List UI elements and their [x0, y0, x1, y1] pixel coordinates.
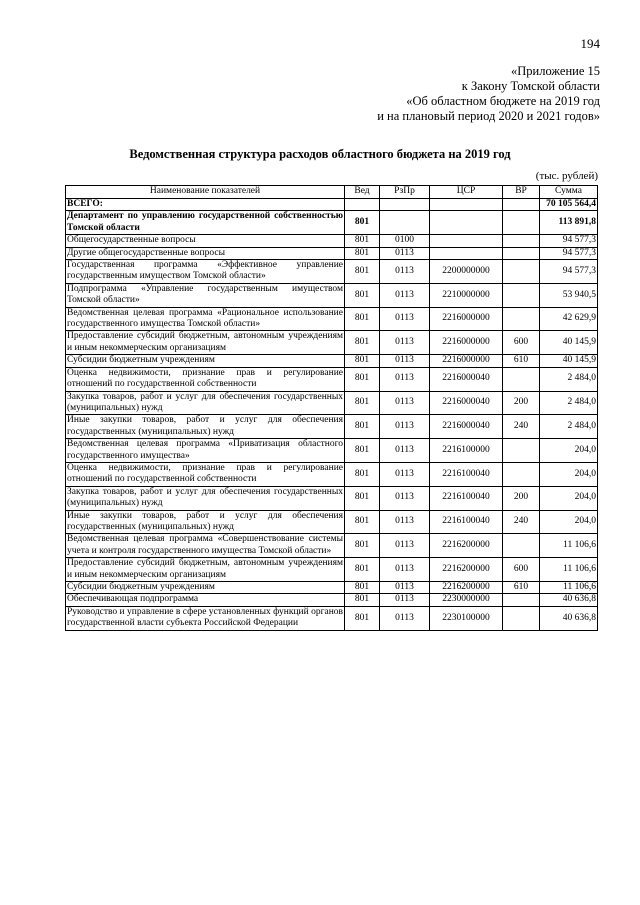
cell-name: Иные закупки товаров, работ и услуг для обеспечения государственных (муниципальных) нужд [67, 510, 343, 532]
table-row [66, 211, 598, 235]
cell-csr [430, 247, 503, 259]
cell-vr [503, 439, 540, 463]
cell-rzpr: 0113 [380, 283, 430, 307]
table-header-row [66, 186, 598, 199]
cell-csr: 2230000000 [430, 594, 503, 606]
cell-name: Ведомственная целевая программа «Рациональное использование государственного имущества Томской области» [67, 307, 343, 330]
table-row [66, 283, 598, 307]
cell-sum: 204,0 [540, 462, 598, 486]
cell-csr: 2216000000 [430, 355, 503, 367]
cell-ved: 801 [345, 331, 380, 355]
cell-sum: 40 636,8 [540, 606, 598, 630]
cell-csr: 2200000000 [430, 260, 503, 284]
cell-ved: 801 [345, 367, 380, 391]
column-header-sum: Сумма [540, 186, 598, 199]
cell-ved: 801 [345, 260, 380, 284]
table-body [66, 199, 598, 631]
cell-name: Общегосударственные вопросы [66, 235, 345, 247]
cell-csr: 2216200000 [430, 534, 503, 558]
cell-ved: 801 [345, 439, 380, 463]
cell-rzpr: 0100 [380, 235, 430, 247]
cell-rzpr: 0113 [380, 462, 430, 486]
cell-sum: 2 484,0 [540, 415, 598, 439]
cell-name: Ведомственная целевая программа «Приватизация областного государственного имущества» [67, 439, 343, 461]
cell-sum: 204,0 [540, 439, 598, 463]
column-header-vr: ВР [503, 186, 540, 199]
table-row [66, 391, 598, 415]
table-row [66, 415, 598, 439]
cell-name: Ведомственная целевая программа «Совершенствование системы учета и контроля государственного имущества Томской области» [67, 534, 343, 556]
cell-sum: 53 940,5 [540, 283, 598, 307]
cell-ved: 801 [345, 582, 380, 594]
cell-ved: 801 [345, 462, 380, 486]
column-header-rzpr: РзПр [380, 186, 430, 199]
page-number: 194 [580, 36, 600, 51]
cell-sum: 2 484,0 [540, 391, 598, 415]
cell-rzpr: 0113 [380, 247, 430, 259]
cell-csr: 2216000040 [430, 415, 503, 439]
cell-csr: 2216100000 [430, 439, 503, 463]
cell-name: Закупка товаров, работ и услуг для обеспечения государственных (муниципальных) нужд [67, 391, 343, 413]
cell-csr: 2216000040 [430, 391, 503, 415]
cell-sum: 94 577,3 [540, 260, 598, 284]
cell-rzpr: 0113 [380, 439, 430, 463]
cell-sum: 11 106,6 [540, 582, 598, 594]
cell-csr: 2216200000 [430, 582, 503, 594]
table-row [66, 558, 598, 582]
cell-rzpr: 0113 [380, 367, 430, 391]
cell-vr [503, 283, 540, 307]
cell-vr: 200 [503, 391, 540, 415]
cell-csr: 2216100040 [430, 486, 503, 510]
cell-ved: 801 [345, 247, 380, 259]
cell-ved: 801 [345, 606, 380, 630]
cell-sum: 11 106,6 [540, 534, 598, 558]
cell-name: Оценка недвижимости, признание прав и регулирование отношений по государственной собственности [67, 462, 343, 485]
cell-ved: 801 [345, 594, 380, 606]
cell-name: Предоставление субсидий бюджетным, автономным учреждениям и иным некоммерческим организациям [67, 558, 343, 580]
cell-rzpr: 0113 [380, 582, 430, 594]
cell-sum: 40 145,9 [540, 355, 598, 367]
cell-rzpr: 0113 [380, 606, 430, 630]
table-row [66, 260, 598, 284]
cell-ved: 801 [345, 510, 380, 534]
cell-vr: 200 [503, 486, 540, 510]
appendix-line: «Об областном бюджете на 2019 год [406, 94, 600, 108]
cell-vr [503, 367, 540, 391]
cell-ved: 801 [345, 211, 380, 235]
cell-csr: 2216100040 [430, 510, 503, 534]
cell-rzpr: 0113 [380, 510, 430, 534]
cell-name: Субсидии бюджетным учреждениям [66, 582, 345, 594]
cell-csr [430, 235, 503, 247]
cell-sum: 204,0 [540, 510, 598, 534]
table-row [66, 331, 598, 355]
cell-rzpr: 0113 [380, 594, 430, 606]
cell-ved: 801 [345, 283, 380, 307]
cell-rzpr: 0113 [380, 331, 430, 355]
cell-rzpr: 0113 [380, 534, 430, 558]
table-row [66, 355, 598, 367]
cell-name: Руководство и управление в сфере установленных функций органов государственной власти субъекта Российской Федерации [67, 606, 344, 629]
cell-csr: 2216000040 [430, 367, 503, 391]
cell-csr: 2230100000 [430, 606, 503, 630]
cell-name: Оценка недвижимости, признание прав и регулирование отношений по государственной собственности [67, 367, 343, 390]
cell-vr: 600 [503, 331, 540, 355]
cell-name: Подпрограмма «Управление государственным имуществом Томской области» [67, 283, 343, 306]
cell-sum: 42 629,9 [540, 307, 598, 331]
cell-ved: 801 [345, 307, 380, 331]
cell-ved: 801 [345, 391, 380, 415]
table-row [66, 439, 598, 463]
table-row [66, 247, 598, 259]
cell-ved: 801 [345, 558, 380, 582]
cell-name: Закупка товаров, работ и услуг для обеспечения государственных (муниципальных) нужд [67, 486, 343, 509]
table-row [66, 199, 598, 211]
cell-name: Субсидии бюджетным учреждениям [66, 355, 345, 367]
cell-rzpr [380, 211, 430, 235]
cell-ved: 801 [345, 415, 380, 439]
cell-csr: 2216000000 [430, 307, 503, 331]
cell-vr: 610 [503, 355, 540, 367]
cell-rzpr: 0113 [380, 486, 430, 510]
cell-rzpr: 0113 [380, 558, 430, 582]
cell-sum: 94 577,3 [540, 235, 598, 247]
cell-vr: 240 [503, 510, 540, 534]
cell-ved: 801 [345, 486, 380, 510]
cell-vr [503, 594, 540, 606]
table-row [66, 307, 598, 331]
table-row [66, 486, 598, 510]
cell-rzpr: 0113 [380, 415, 430, 439]
table-row [66, 606, 598, 630]
cell-csr [430, 211, 503, 235]
cell-ved [345, 199, 380, 211]
cell-name: Другие общегосударственные вопросы [66, 247, 345, 259]
cell-rzpr: 0113 [380, 355, 430, 367]
cell-vr [503, 199, 540, 211]
budget-table [65, 185, 598, 631]
cell-sum: 40 636,8 [540, 594, 598, 606]
cell-sum: 2 484,0 [540, 367, 598, 391]
cell-sum: 40 145,9 [540, 331, 598, 355]
document-title: Ведомственная структура расходов областного бюджета на 2019 год [129, 147, 511, 161]
cell-vr [503, 235, 540, 247]
cell-vr [503, 534, 540, 558]
cell-sum: 204,0 [540, 486, 598, 510]
units-label: (тыс. рублей) [535, 170, 598, 182]
cell-rzpr [380, 199, 430, 211]
cell-sum: 94 577,3 [540, 247, 598, 259]
cell-vr [503, 307, 540, 331]
column-header-name: Наименование показателей [66, 186, 345, 199]
cell-csr: 2210000000 [430, 283, 503, 307]
cell-vr: 240 [503, 415, 540, 439]
cell-rzpr: 0113 [380, 391, 430, 415]
cell-rzpr: 0113 [380, 260, 430, 284]
cell-name: Иные закупки товаров, работ и услуг для обеспечения государственных (муниципальных) нужд [67, 415, 343, 437]
table-row [66, 462, 598, 486]
appendix-header [377, 64, 600, 124]
cell-vr [503, 606, 540, 630]
cell-csr [430, 199, 503, 211]
cell-vr: 610 [503, 582, 540, 594]
table-row [66, 510, 598, 534]
cell-vr [503, 211, 540, 235]
cell-vr [503, 462, 540, 486]
table-row [66, 235, 598, 247]
cell-csr: 2216200000 [430, 558, 503, 582]
cell-vr [503, 260, 540, 284]
cell-name: Предоставление субсидий бюджетным, автономным учреждениям и иным некоммерческим организациям [67, 331, 343, 353]
cell-name: Обеспечивающая подпрограмма [66, 594, 345, 606]
cell-sum: 11 106,6 [540, 558, 598, 582]
cell-name: Департамент по управлению государственной собственностью Томской области [67, 211, 343, 233]
table-row [66, 594, 598, 606]
cell-vr [503, 247, 540, 259]
cell-name: Государственная программа «Эффективное управление государственным имуществом Томской области» [67, 260, 343, 282]
table-row [66, 534, 598, 558]
cell-vr: 600 [503, 558, 540, 582]
cell-rzpr: 0113 [380, 307, 430, 331]
cell-ved: 801 [345, 235, 380, 247]
appendix-line: и на плановый период 2020 и 2021 годов» [377, 109, 600, 123]
cell-sum: 70 105 564,4 [540, 199, 598, 211]
cell-ved: 801 [345, 534, 380, 558]
cell-csr: 2216100040 [430, 462, 503, 486]
appendix-line: к Закону Томской области [461, 79, 600, 93]
column-header-csr: ЦСР [430, 186, 503, 199]
cell-csr: 2216000000 [430, 331, 503, 355]
appendix-line: «Приложение 15 [511, 64, 600, 78]
table-row [66, 367, 598, 391]
cell-name: ВСЕГО: [66, 199, 345, 211]
cell-sum: 113 891,8 [540, 211, 598, 235]
column-header-ved: Вед [345, 186, 380, 199]
cell-ved: 801 [345, 355, 380, 367]
table-row [66, 582, 598, 594]
